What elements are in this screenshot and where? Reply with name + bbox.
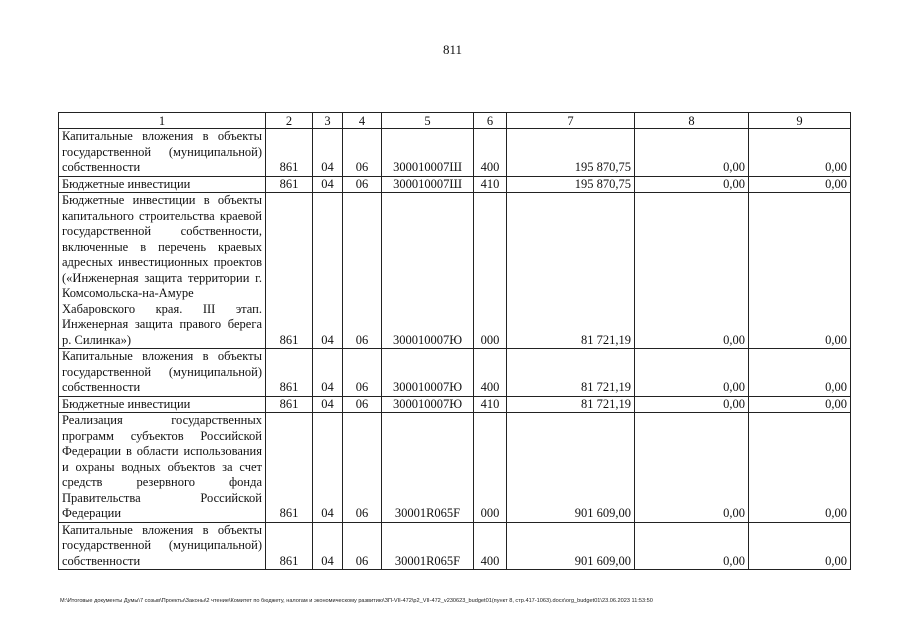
cell-subsection: 06 — [343, 522, 382, 570]
cell-amount-col8: 0,00 — [635, 193, 749, 349]
cell-admin-code: 861 — [266, 129, 313, 177]
table-row — [59, 396, 851, 413]
cell-target-article: 30001R065F — [382, 522, 474, 570]
column-header: 4 — [343, 113, 382, 129]
column-header: 7 — [507, 113, 635, 129]
table-row — [59, 193, 851, 349]
cell-admin-code: 861 — [266, 349, 313, 397]
column-header: 2 — [266, 113, 313, 129]
cell-expense-type: 000 — [474, 413, 507, 523]
column-header: 9 — [749, 113, 851, 129]
cell-section: 04 — [313, 396, 343, 413]
cell-target-article: 300010007Ю — [382, 396, 474, 413]
column-header: 5 — [382, 113, 474, 129]
cell-admin-code: 861 — [266, 522, 313, 570]
cell-expense-type: 400 — [474, 129, 507, 177]
cell-admin-code: 861 — [266, 396, 313, 413]
table-row — [59, 522, 851, 570]
cell-subsection: 06 — [343, 349, 382, 397]
cell-amount-col7: 81 721,19 — [507, 349, 635, 397]
cell-expense-type: 400 — [474, 349, 507, 397]
row-name: Бюджетные инвестиции — [59, 176, 266, 193]
row-name: Капитальные вложения в объекты государственной (муниципальной) собственности — [59, 129, 266, 177]
cell-target-article: 300010007Ю — [382, 193, 474, 349]
page-number: 811 — [442, 42, 463, 57]
column-header: 3 — [313, 113, 343, 129]
cell-amount-col7: 901 609,00 — [507, 522, 635, 570]
row-name: Капитальные вложения в объекты государственной (муниципальной) собственности — [59, 522, 266, 570]
row-name: Реализация государственных программ субъектов Российской Федерации в области использования и охраны водных объектов за счет средств резервного фонда Правительства Российской Федерации — [59, 413, 266, 523]
cell-section: 04 — [313, 193, 343, 349]
cell-amount-col9: 0,00 — [749, 522, 851, 570]
cell-amount-col7: 81 721,19 — [507, 396, 635, 413]
table-row — [59, 349, 851, 397]
table-row — [59, 129, 851, 177]
cell-subsection: 06 — [343, 176, 382, 193]
cell-section: 04 — [313, 522, 343, 570]
cell-subsection: 06 — [343, 193, 382, 349]
cell-amount-col7: 195 870,75 — [507, 129, 635, 177]
cell-amount-col9: 0,00 — [749, 349, 851, 397]
cell-amount-col8: 0,00 — [635, 413, 749, 523]
row-name: Бюджетные инвестиции — [59, 396, 266, 413]
cell-admin-code: 861 — [266, 176, 313, 193]
cell-expense-type: 410 — [474, 176, 507, 193]
cell-expense-type: 410 — [474, 396, 507, 413]
cell-amount-col7: 81 721,19 — [507, 193, 635, 349]
cell-amount-col9: 0,00 — [749, 396, 851, 413]
cell-amount-col9: 0,00 — [749, 413, 851, 523]
cell-target-article: 300010007Ш — [382, 176, 474, 193]
table-row — [59, 176, 851, 193]
cell-subsection: 06 — [343, 129, 382, 177]
cell-amount-col9: 0,00 — [749, 176, 851, 193]
row-name: Бюджетные инвестиции в объекты капитального строительства краевой государственной собственности, включенные в перечень краевых адресных инвестиционных проектов («Инженерная защита территории г. Комсомольска-на-Амуре Хабаровского края. III этап. Инженерная защита правого берега р. Силинка») — [59, 193, 266, 349]
cell-section: 04 — [313, 176, 343, 193]
cell-admin-code: 861 — [266, 413, 313, 523]
cell-target-article: 30001R065F — [382, 413, 474, 523]
cell-amount-col9: 0,00 — [749, 193, 851, 349]
column-header: 8 — [635, 113, 749, 129]
cell-amount-col8: 0,00 — [635, 129, 749, 177]
table-row — [59, 413, 851, 523]
row-name: Капитальные вложения в объекты государственной (муниципальной) собственности — [59, 349, 266, 397]
cell-subsection: 06 — [343, 413, 382, 523]
footer-file-path: M:\Итоговые документы Думы\7 созыв\Проекты\Законы\2 чтение\Комитет по бюджету, налогам и экономическому развитию\ЗП-VII-472\р2_VII-472_v230623_budget01(пункт 8, стр.417-1063).docx\org_budget01\23.06.2023 11:53:50 — [60, 598, 653, 604]
cell-amount-col7: 901 609,00 — [507, 413, 635, 523]
cell-section: 04 — [313, 413, 343, 523]
table-body — [59, 129, 851, 570]
header-row — [59, 113, 851, 129]
cell-admin-code: 861 — [266, 193, 313, 349]
cell-amount-col8: 0,00 — [635, 396, 749, 413]
cell-amount-col9: 0,00 — [749, 129, 851, 177]
cell-amount-col7: 195 870,75 — [507, 176, 635, 193]
budget-table — [58, 112, 851, 570]
cell-section: 04 — [313, 129, 343, 177]
cell-expense-type: 000 — [474, 193, 507, 349]
column-header: 6 — [474, 113, 507, 129]
cell-section: 04 — [313, 349, 343, 397]
cell-amount-col8: 0,00 — [635, 522, 749, 570]
column-header: 1 — [59, 113, 266, 129]
cell-amount-col8: 0,00 — [635, 176, 749, 193]
cell-target-article: 300010007Ш — [382, 129, 474, 177]
cell-expense-type: 400 — [474, 522, 507, 570]
cell-amount-col8: 0,00 — [635, 349, 749, 397]
cell-subsection: 06 — [343, 396, 382, 413]
cell-target-article: 300010007Ю — [382, 349, 474, 397]
